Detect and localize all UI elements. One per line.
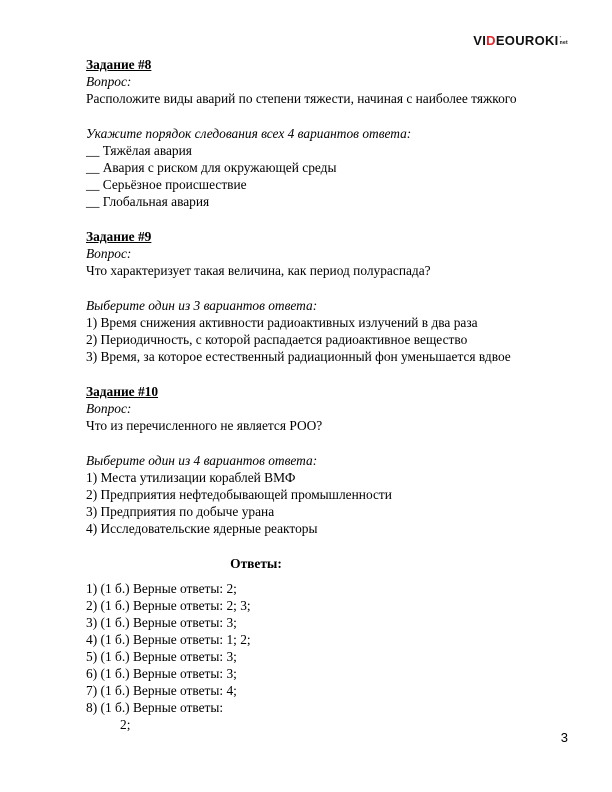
answers-title: Ответы: [230, 556, 282, 571]
answer-option: 1) Время снижения активности радиоактивных излучений в два раза [86, 315, 478, 330]
document-content [86, 56, 566, 733]
answer-option: __ Тяжёлая авария [86, 143, 192, 158]
answer-option: 3) Время, за которое естественный радиационный фон уменьшается вдвое [86, 349, 511, 364]
question-label: Вопрос: [86, 246, 132, 261]
task-8 [86, 56, 566, 210]
answers-section [86, 555, 566, 733]
answer-key-item: 2) (1 б.) Верные ответы: 2; 3; [86, 598, 251, 613]
question-text: Расположите виды аварий по степени тяжести, начиная с наиболее тяжкого [86, 91, 517, 106]
answer-key-item: 5) (1 б.) Верные ответы: 3; [86, 649, 237, 664]
answer-key-item: 3) (1 б.) Верные ответы: 3; [86, 615, 237, 630]
answer-key-item: 4) (1 б.) Верные ответы: 1; 2; [86, 632, 251, 647]
videouroki-logo [473, 33, 568, 48]
task-title: Задание #9 [86, 229, 152, 244]
answer-key-continuation: 2; [120, 717, 131, 732]
answer-option: 4) Исследовательские ядерные реакторы [86, 521, 318, 536]
logo-text-post: EOUROKI [495, 33, 559, 48]
logo-sup-dash: - [559, 34, 562, 40]
logo-text-accent: D [486, 33, 496, 48]
question-text: Что характеризует такая величина, как период полураспада? [86, 263, 431, 278]
logo-superscript [560, 34, 568, 46]
answer-instruction: Выберите один из 3 вариантов ответа: [86, 298, 318, 313]
answer-instruction: Укажите порядок следования всех 4 вариантов ответа: [86, 126, 412, 141]
task-title: Задание #10 [86, 384, 159, 399]
answer-option: 2) Предприятия нефтедобывающей промышленности [86, 487, 392, 502]
answer-key-item: 6) (1 б.) Верные ответы: 3; [86, 666, 237, 681]
answer-option: 3) Предприятия по добыче урана [86, 504, 275, 519]
answer-option: __ Глобальная авария [86, 194, 210, 209]
answer-key-item: 1) (1 б.) Верные ответы: 2; [86, 581, 237, 596]
task-9 [86, 228, 566, 365]
question-text: Что из перечисленного не является РОО? [86, 418, 323, 433]
question-label: Вопрос: [86, 401, 132, 416]
answer-option: __ Серьёзное происшествие [86, 177, 247, 192]
page-number: 3 [560, 730, 568, 745]
logo-sup-net: net [559, 40, 568, 46]
answer-option: 2) Периодичность, с которой распадается радиоактивное вещество [86, 332, 468, 347]
answer-key-item: 8) (1 б.) Верные ответы: [86, 700, 224, 715]
task-10 [86, 383, 566, 537]
answer-option: __ Авария с риском для окружающей среды [86, 160, 337, 175]
task-title: Задание #8 [86, 57, 152, 72]
answer-instruction: Выберите один из 4 вариантов ответа: [86, 453, 318, 468]
answer-option: 1) Места утилизации кораблей ВМФ [86, 470, 296, 485]
answer-key-item: 7) (1 б.) Верные ответы: 4; [86, 683, 237, 698]
logo-text-pre: VI [473, 33, 487, 48]
question-label: Вопрос: [86, 74, 132, 89]
